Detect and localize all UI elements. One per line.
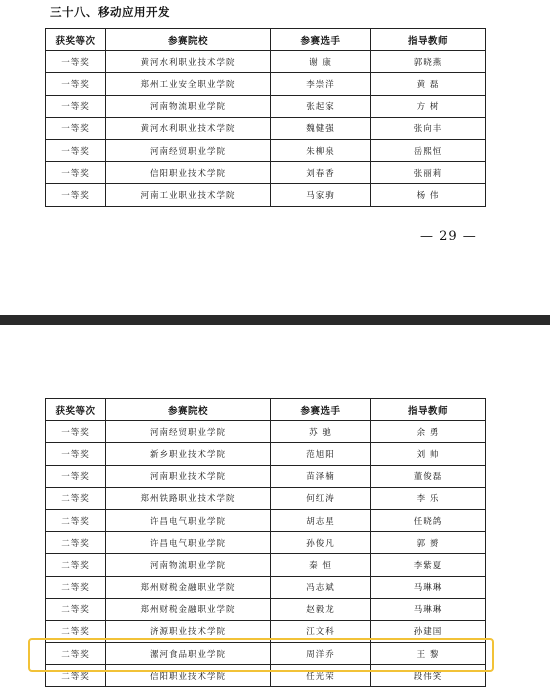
cell-student: 刘春香 [271, 162, 371, 184]
cell-award-level: 一等奖 [46, 117, 106, 139]
table-header-row [46, 29, 486, 51]
table-header-row [46, 399, 486, 421]
header-award-level: 获奖等次 [46, 399, 106, 421]
table-row [46, 421, 486, 443]
header-teacher: 指导教师 [371, 29, 486, 51]
cell-award-level: 二等奖 [46, 620, 106, 642]
cell-award-level: 二等奖 [46, 576, 106, 598]
cell-award-level: 一等奖 [46, 139, 106, 161]
cell-teacher: 余 勇 [371, 421, 486, 443]
cell-student: 江文科 [271, 620, 371, 642]
cell-student: 马家驹 [271, 184, 371, 206]
table-row [46, 443, 486, 465]
cell-award-level: 二等奖 [46, 509, 106, 531]
table-row [46, 73, 486, 95]
cell-award-level: 二等奖 [46, 598, 106, 620]
document-page-top [0, 0, 550, 315]
cell-teacher: 马琳琳 [371, 598, 486, 620]
cell-school: 河南物流职业学院 [106, 95, 271, 117]
table-row [46, 51, 486, 73]
table-row [46, 598, 486, 620]
cell-teacher: 张向丰 [371, 117, 486, 139]
cell-student: 何红涛 [271, 487, 371, 509]
cell-teacher: 任晓鸽 [371, 509, 486, 531]
cell-school: 漯河食品职业学院 [106, 643, 271, 665]
table-row [46, 139, 486, 161]
cell-student: 赵毅龙 [271, 598, 371, 620]
cell-school: 黄河水利职业技术学院 [106, 51, 271, 73]
cell-award-level: 二等奖 [46, 643, 106, 665]
cell-teacher: 李紫夏 [371, 554, 486, 576]
cell-teacher: 董俊磊 [371, 465, 486, 487]
cell-school: 河南经贸职业学院 [106, 139, 271, 161]
cell-teacher: 方 树 [371, 95, 486, 117]
cell-teacher: 张丽莉 [371, 162, 486, 184]
cell-student: 李崇洋 [271, 73, 371, 95]
cell-school: 郑州工业安全职业学院 [106, 73, 271, 95]
cell-student: 苗泽楠 [271, 465, 371, 487]
table-row [46, 117, 486, 139]
cell-school: 河南经贸职业学院 [106, 421, 271, 443]
cell-award-level: 二等奖 [46, 665, 106, 687]
cell-school: 济源职业技术学院 [106, 620, 271, 642]
cell-award-level: 一等奖 [46, 184, 106, 206]
cell-school: 河南物流职业学院 [106, 554, 271, 576]
cell-student: 范旭阳 [271, 443, 371, 465]
cell-teacher: 郭晓燕 [371, 51, 486, 73]
cell-student: 孙俊凡 [271, 532, 371, 554]
table-row [46, 162, 486, 184]
header-student: 参赛选手 [271, 399, 371, 421]
cell-teacher: 黄 磊 [371, 73, 486, 95]
cell-award-level: 一等奖 [46, 421, 106, 443]
cell-school: 许昌电气职业学院 [106, 532, 271, 554]
cell-school: 郑州财税金融职业学院 [106, 598, 271, 620]
table-row [46, 465, 486, 487]
table-row [46, 665, 486, 687]
cell-student: 任光荣 [271, 665, 371, 687]
header-teacher: 指导教师 [371, 399, 486, 421]
document-page-bottom [0, 325, 550, 694]
cell-teacher: 刘 帅 [371, 443, 486, 465]
cell-award-level: 一等奖 [46, 73, 106, 95]
awards-table-bottom [45, 398, 486, 687]
header-school: 参赛院校 [106, 399, 271, 421]
awards-table-top [45, 28, 486, 207]
table-row [46, 532, 486, 554]
table-row [46, 576, 486, 598]
cell-teacher: 岳熙恒 [371, 139, 486, 161]
cell-award-level: 一等奖 [46, 95, 106, 117]
table-row [46, 554, 486, 576]
cell-award-level: 二等奖 [46, 554, 106, 576]
cell-school: 河南工业职业技术学院 [106, 184, 271, 206]
cell-award-level: 一等奖 [46, 465, 106, 487]
table-row [46, 620, 486, 642]
cell-student: 张起家 [271, 95, 371, 117]
header-school: 参赛院校 [106, 29, 271, 51]
page-separator [0, 315, 550, 325]
cell-school: 河南职业技术学院 [106, 465, 271, 487]
cell-school: 许昌电气职业学院 [106, 509, 271, 531]
cell-student: 谢 康 [271, 51, 371, 73]
cell-student: 胡志星 [271, 509, 371, 531]
header-student: 参赛选手 [271, 29, 371, 51]
cell-student: 周洋乔 [271, 643, 371, 665]
table-row [46, 509, 486, 531]
header-award-level: 获奖等次 [46, 29, 106, 51]
cell-teacher: 孙建国 [371, 620, 486, 642]
cell-student: 秦 恒 [271, 554, 371, 576]
cell-school: 信阳职业技术学院 [106, 162, 271, 184]
cell-teacher: 李 乐 [371, 487, 486, 509]
cell-school: 郑州铁路职业技术学院 [106, 487, 271, 509]
table-row-highlighted [46, 643, 486, 665]
cell-teacher: 郭 赟 [371, 532, 486, 554]
cell-teacher: 马琳琳 [371, 576, 486, 598]
cell-school: 郑州财税金融职业学院 [106, 576, 271, 598]
table-row [46, 95, 486, 117]
cell-award-level: 一等奖 [46, 443, 106, 465]
cell-school: 新乡职业技术学院 [106, 443, 271, 465]
cell-award-level: 二等奖 [46, 532, 106, 554]
table-row [46, 184, 486, 206]
cell-school: 黄河水利职业技术学院 [106, 117, 271, 139]
cell-teacher: 杨 伟 [371, 184, 486, 206]
table-row [46, 487, 486, 509]
cell-student: 魏健强 [271, 117, 371, 139]
page-number: — 29 — [420, 229, 477, 244]
cell-student: 苏 驰 [271, 421, 371, 443]
cell-award-level: 一等奖 [46, 162, 106, 184]
cell-award-level: 一等奖 [46, 51, 106, 73]
section-title: 三十八、移动应用开发 [50, 5, 170, 19]
cell-student: 冯志斌 [271, 576, 371, 598]
cell-student: 朱柳泉 [271, 139, 371, 161]
cell-school: 信阳职业技术学院 [106, 665, 271, 687]
cell-award-level: 二等奖 [46, 487, 106, 509]
cell-teacher: 王 黎 [371, 643, 486, 665]
cell-teacher: 段伟笑 [371, 665, 486, 687]
